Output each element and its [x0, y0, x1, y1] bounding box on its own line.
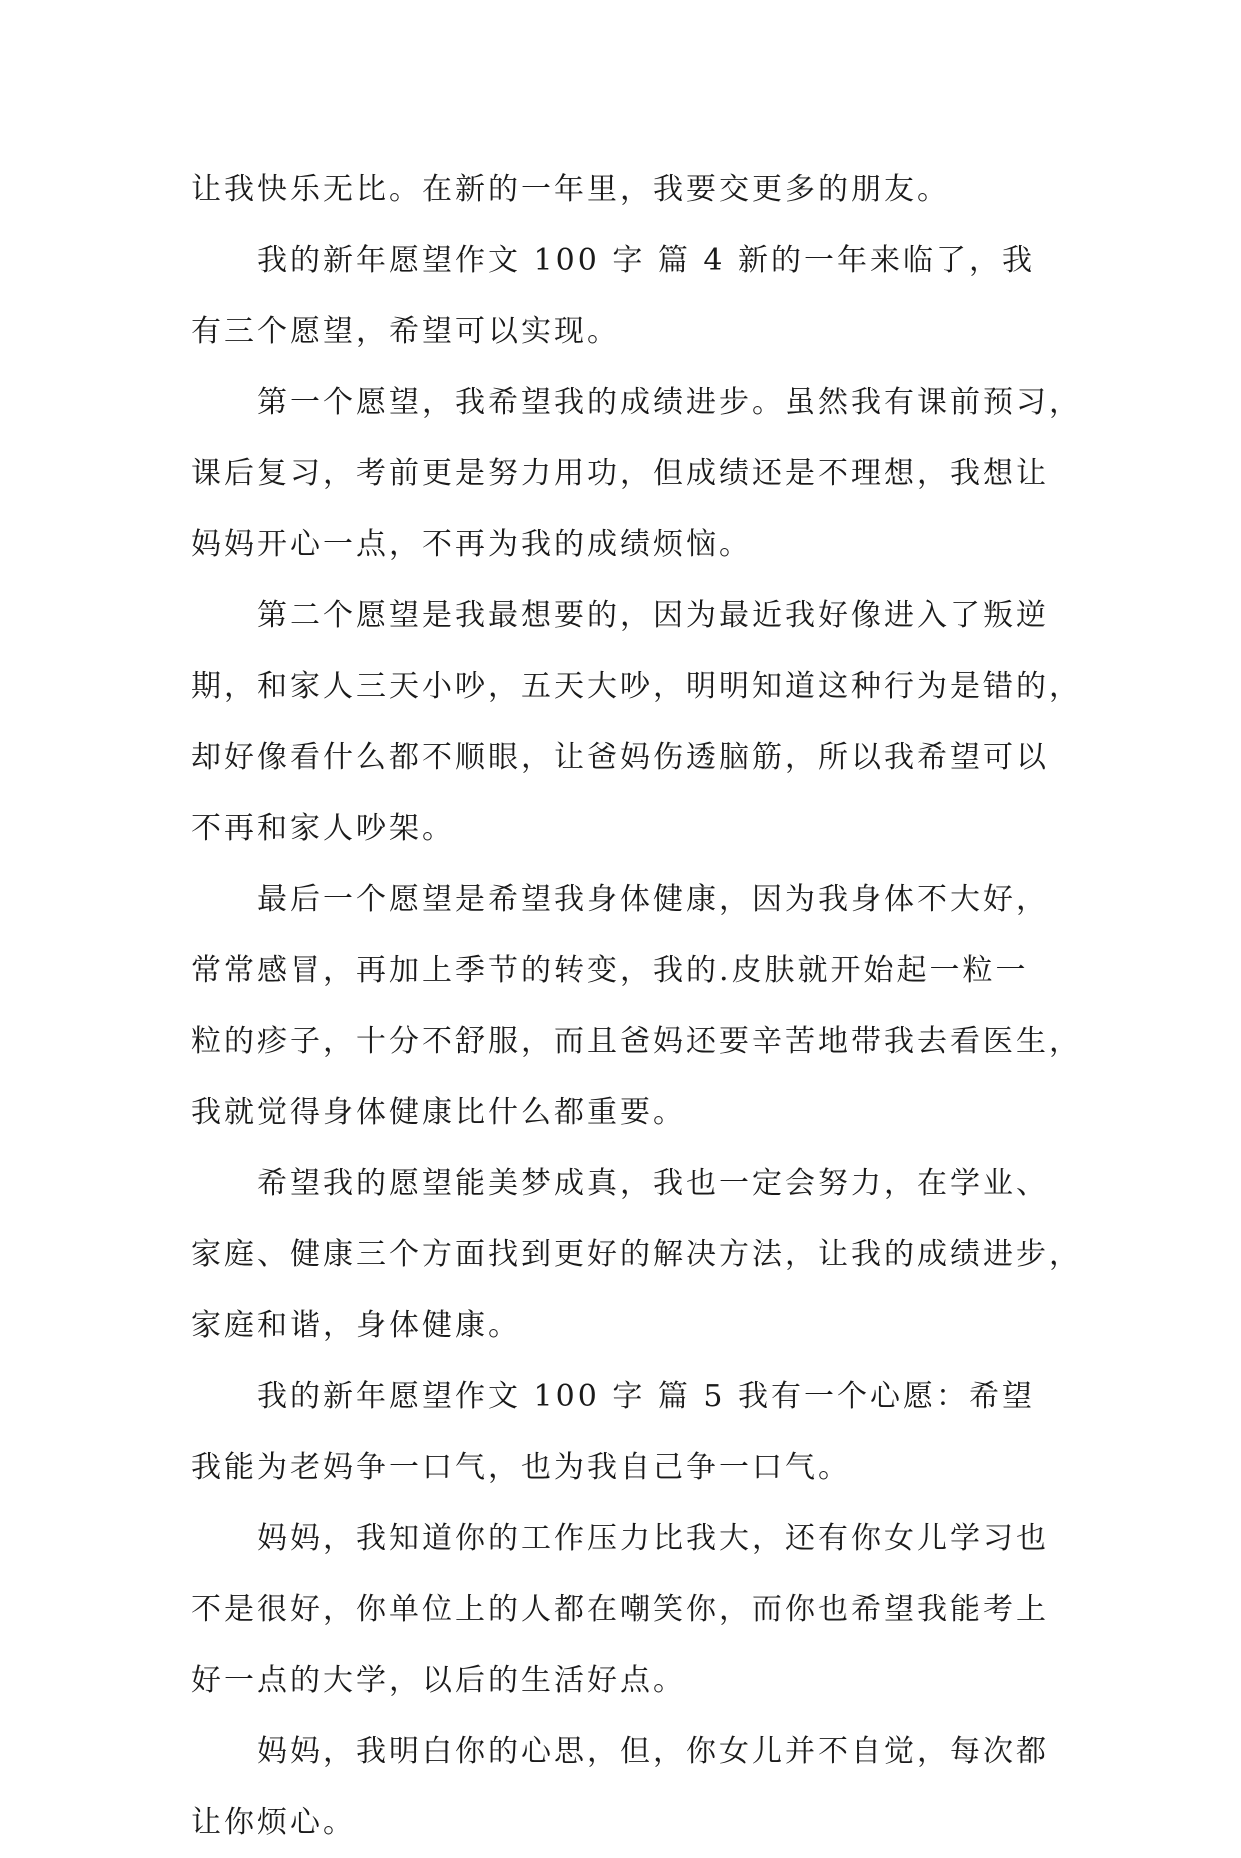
text-line: 我就觉得身体健康比什么都重要。	[191, 1095, 686, 1130]
paragraph-first-line: 第一个愿望，我希望我的成绩进步。虽然我有课前预习，	[257, 385, 1082, 420]
text-line: 好一点的大学，以后的生活好点。	[191, 1663, 686, 1698]
text-line: 家庭和谐，身体健康。	[191, 1308, 521, 1343]
text-line: 却好像看什么都不顺眼，让爸妈伤透脑筋，所以我希望可以	[191, 740, 1049, 775]
text-line: 妈妈开心一点，不再为我的成绩烦恼。	[191, 527, 752, 562]
section-heading-line: 我的新年愿望作文 100 字 篇 5 我有一个心愿：希望	[257, 1379, 1036, 1414]
document-body	[191, 154, 1082, 1858]
text-line: 我能为老妈争一口气，也为我自己争一口气。	[191, 1450, 851, 1485]
paragraph-first-line: 希望我的愿望能美梦成真，我也一定会努力，在学业、	[257, 1166, 1049, 1201]
text-line: 课后复习，考前更是努力用功，但成绩还是不理想，我想让	[191, 456, 1049, 491]
text-line: 粒的疹子，十分不舒服，而且爸妈还要辛苦地带我去看医生，	[191, 1024, 1082, 1059]
text-line: 有三个愿望，希望可以实现。	[191, 314, 620, 349]
section-heading-line: 我的新年愿望作文 100 字 篇 4 新的一年来临了，我	[257, 243, 1036, 278]
paragraph-first-line: 第二个愿望是我最想要的，因为最近我好像进入了叛逆	[257, 598, 1049, 633]
text-line: 家庭、健康三个方面找到更好的解决方法，让我的成绩进步，	[191, 1237, 1082, 1272]
text-line: 让我快乐无比。在新的一年里，我要交更多的朋友。	[191, 172, 950, 207]
text-line: 不是很好，你单位上的人都在嘲笑你，而你也希望我能考上	[191, 1592, 1049, 1627]
text-line: 让你烦心。	[191, 1805, 356, 1840]
paragraph-first-line: 最后一个愿望是希望我身体健康，因为我身体不大好，	[257, 882, 1049, 917]
text-line: 不再和家人吵架。	[191, 811, 455, 846]
text-line: 常常感冒，再加上季节的转变，我的.皮肤就开始起一粒一	[191, 953, 1029, 988]
text-line: 期，和家人三天小吵，五天大吵，明明知道这种行为是错的，	[191, 669, 1082, 704]
paragraph-first-line: 妈妈，我明白你的心思，但，你女儿并不自觉，每次都	[257, 1734, 1049, 1769]
paragraph-first-line: 妈妈，我知道你的工作压力比我大，还有你女儿学习也	[257, 1521, 1049, 1556]
